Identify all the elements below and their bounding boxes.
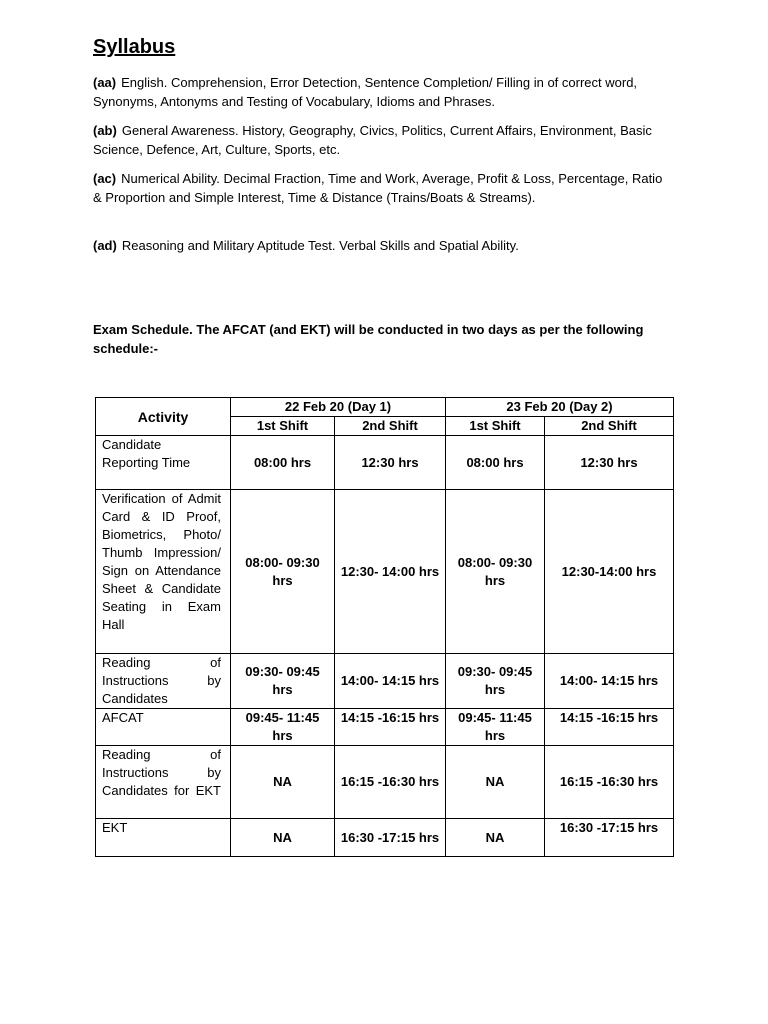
- table-row: [96, 746, 674, 819]
- time-cell: 08:00- 09:30 hrs: [231, 490, 335, 654]
- time-cell: NA: [231, 819, 335, 857]
- time-cell: 12:30-14:00 hrs: [545, 490, 674, 654]
- activity-cell: Verification of Admit Card & ID Proof, Biometrics, Photo/ Thumb Impression/ Sign on Attendance Sheet & Candidate Seating in Exam Hall: [96, 490, 231, 654]
- time-cell: 09:30- 09:45 hrs: [231, 654, 335, 709]
- item-text: Numerical Ability. Decimal Fraction, Time and Work, Average, Profit & Loss, Percentage, Ratio & Proportion and Simple Interest, Time & Distance (Trains/Boats & Streams).: [93, 171, 663, 205]
- header-activity: Activity: [96, 398, 231, 436]
- syllabus-item-general-awareness: [93, 121, 673, 159]
- time-cell: 08:00 hrs: [231, 436, 335, 490]
- time-cell: 08:00 hrs: [446, 436, 545, 490]
- syllabus-item-english: [93, 73, 673, 111]
- time-cell: 14:15 -16:15 hrs: [545, 709, 674, 746]
- syllabus-heading: Syllabus: [93, 36, 176, 58]
- time-cell: 14:00- 14:15 hrs: [335, 654, 446, 709]
- item-code: (aa): [93, 75, 117, 90]
- table-row: [96, 819, 674, 857]
- activity-cell: Candidate Reporting Time: [96, 436, 231, 490]
- activity-cell: Reading of Instructions by Candidates for EKT: [96, 746, 231, 819]
- time-cell: 16:15 -16:30 hrs: [545, 746, 674, 819]
- time-cell: 08:00- 09:30 hrs: [446, 490, 545, 654]
- time-cell: 12:30 hrs: [545, 436, 674, 490]
- exam-schedule-intro: Exam Schedule. The AFCAT (and EKT) will be conducted in two days as per the following schedule:-: [93, 322, 644, 356]
- time-cell: 14:00- 14:15 hrs: [545, 654, 674, 709]
- activity-cell: Reading of Instructions by Candidates: [96, 654, 231, 709]
- table-row: [96, 436, 674, 490]
- header-shift: 2nd Shift: [335, 417, 446, 436]
- syllabus-item-reasoning: [93, 236, 673, 255]
- header-day1: 22 Feb 20 (Day 1): [231, 398, 446, 417]
- table-row: [96, 654, 674, 709]
- time-cell: 16:15 -16:30 hrs: [335, 746, 446, 819]
- time-cell: 14:15 -16:15 hrs: [335, 709, 446, 746]
- time-cell: NA: [446, 819, 545, 857]
- activity-cell: AFCAT: [96, 709, 231, 746]
- header-shift: 2nd Shift: [545, 417, 674, 436]
- syllabus-item-numerical-ability: [93, 169, 673, 207]
- table-row: [96, 709, 674, 746]
- activity-cell: EKT: [96, 819, 231, 857]
- item-code: (ad): [93, 238, 117, 253]
- time-cell: 09:30- 09:45 hrs: [446, 654, 545, 709]
- item-code: (ab): [93, 123, 117, 138]
- header-shift: 1st Shift: [231, 417, 335, 436]
- time-cell: 12:30- 14:00 hrs: [335, 490, 446, 654]
- item-code: (ac): [93, 171, 117, 186]
- header-day2: 23 Feb 20 (Day 2): [446, 398, 674, 417]
- time-cell: 09:45- 11:45 hrs: [231, 709, 335, 746]
- exam-schedule-table: [95, 397, 674, 857]
- table-row: [96, 490, 674, 654]
- item-text: English. Comprehension, Error Detection, Sentence Completion/ Filling in of correct word, Synonyms, Antonyms and Testing of Vocabulary, Idioms and Phrases.: [93, 75, 638, 109]
- time-cell: 12:30 hrs: [335, 436, 446, 490]
- time-cell: 09:45- 11:45 hrs: [446, 709, 545, 746]
- time-cell: 16:30 -17:15 hrs: [335, 819, 446, 857]
- time-cell: NA: [446, 746, 545, 819]
- time-cell: NA: [231, 746, 335, 819]
- item-text: General Awareness. History, Geography, Civics, Politics, Current Affairs, Environment, Basic Science, Defence, Art, Culture, Sports, etc.: [93, 123, 652, 157]
- header-shift: 1st Shift: [446, 417, 545, 436]
- item-text: Reasoning and Military Aptitude Test. Verbal Skills and Spatial Ability.: [121, 238, 519, 253]
- time-cell: 16:30 -17:15 hrs: [545, 819, 674, 857]
